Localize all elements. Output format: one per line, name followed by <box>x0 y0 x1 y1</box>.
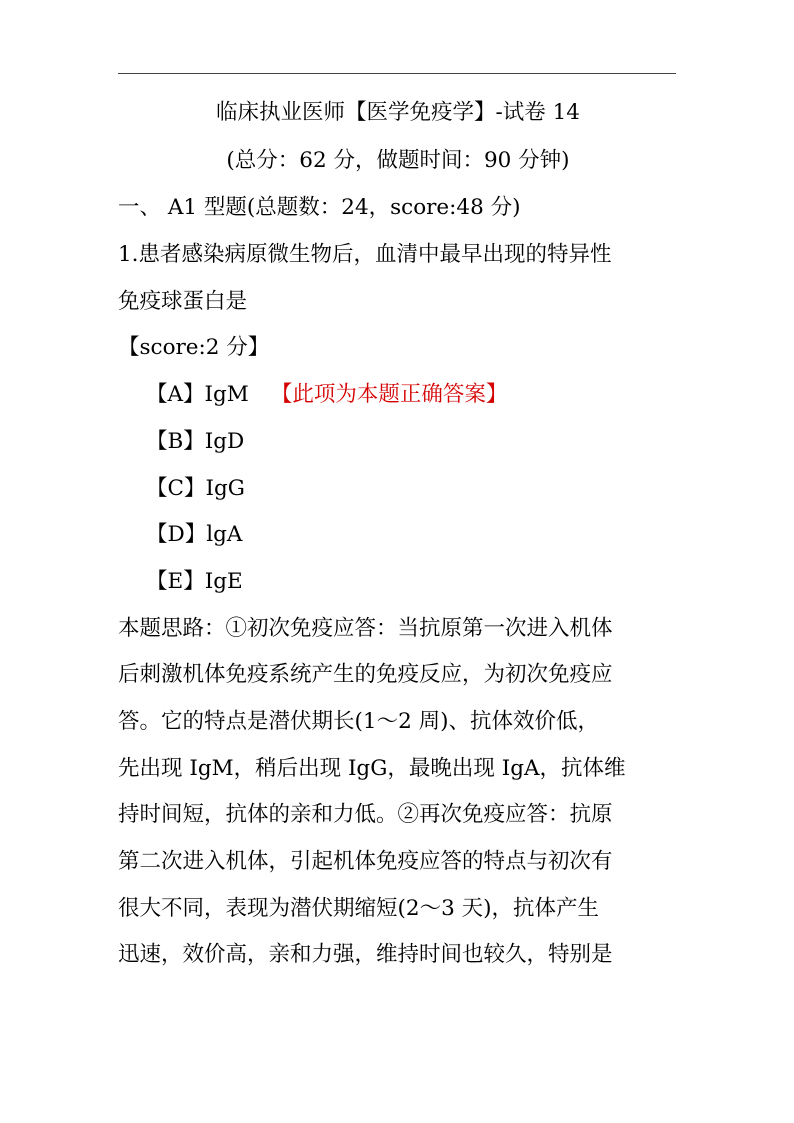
option-e <box>146 567 706 597</box>
correct-answer-marker: 【此项为本题正确答案】 <box>270 382 508 407</box>
explanation-line: 答。它的特点是潜伏期长(1～2 周)、抗体效价低， <box>118 709 599 734</box>
option-c <box>146 474 706 504</box>
option-b <box>146 427 706 457</box>
explanation-line: 后刺激机体免疫系统产生的免疫反应，为初次免疫应 <box>118 662 613 687</box>
explanation-line: 先出现 IgM，稍后出现 IgG，最晚出现 IgA，抗体维 <box>118 756 626 781</box>
option-c-label: 【C】IgG <box>146 476 245 501</box>
option-b-label: 【B】IgD <box>146 429 245 454</box>
explanation-line: 迅速，效价高，亲和力强，维持时间也较久，特别是 <box>118 942 613 967</box>
option-e-label: 【E】IgE <box>146 569 243 594</box>
question-text-line-1: 1.患者感染病原微生物后，血清中最早出现的特异性 <box>118 242 612 267</box>
explanation-line: 持时间短，抗体的亲和力低。②再次免疫应答：抗原 <box>118 802 613 827</box>
section-heading: 一、 A1 型题(总题数：24，score:48 分) <box>118 195 521 220</box>
explanation-line: 本题思路：①初次免疫应答：当抗原第一次进入机体 <box>118 616 613 641</box>
option-a-label: 【A】IgM <box>146 382 249 407</box>
page-title: 临床执业医师【医学免疫学】-试卷 14 <box>216 100 580 125</box>
option-d-label: 【D】lgA <box>146 522 243 547</box>
header-rule <box>118 73 676 74</box>
explanation-line: 第二次进入机体，引起机体免疫应答的特点与初次有 <box>118 849 613 874</box>
explanation-line: 很大不同，表现为潜伏期缩短(2～3 天)，抗体产生 <box>118 896 599 921</box>
question-score: 【score:2 分】 <box>118 335 270 360</box>
option-d <box>146 520 706 550</box>
option-a <box>146 380 706 410</box>
question-text-line-2: 免疫球蛋白是 <box>118 289 248 314</box>
exam-info: (总分：62 分，做题时间：90 分钟) <box>226 148 570 173</box>
